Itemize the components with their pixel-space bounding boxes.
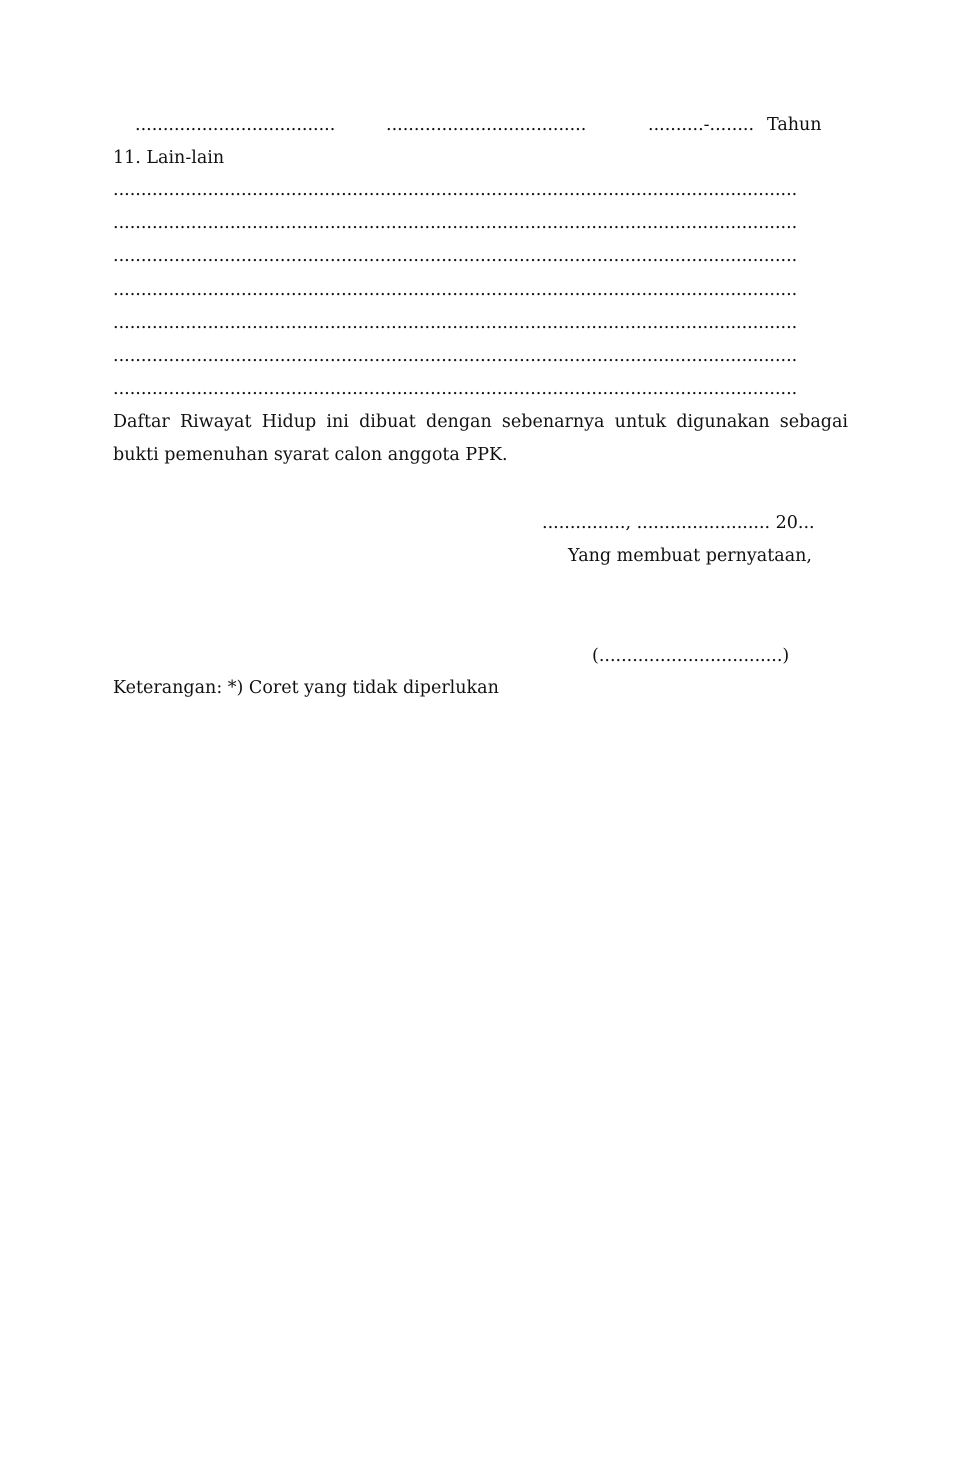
- statement-paragraph: Daftar Riwayat Hidup ini dibuat dengan sebenarnya untuk digunakan sebagai bukti pemenuhan syarat calon anggota PPK.: [113, 412, 848, 465]
- dotted-line: ...........................................................................................................................: [113, 379, 798, 399]
- dotted-line: ...........................................................................................................................: [113, 313, 798, 333]
- footnote: Keterangan: *) Coret yang tidak diperlukan: [113, 678, 499, 698]
- dotted-line: ...........................................................................................................................: [113, 280, 798, 300]
- dotted-line: ...........................................................................................................................: [113, 213, 798, 233]
- signer-name-placeholder: (.................................): [592, 646, 790, 666]
- table-cell-3: ..........-........: [648, 115, 755, 135]
- table-cell-2: ....................................: [386, 115, 587, 135]
- signer-title: Yang membuat pernyataan,: [568, 546, 812, 566]
- section-heading: 11. Lain-lain: [113, 148, 225, 168]
- table-row: [0, 114, 960, 136]
- table-cell-4: Tahun: [767, 115, 822, 135]
- dotted-line: ...........................................................................................................................: [113, 246, 798, 266]
- dotted-line: ...........................................................................................................................: [113, 180, 798, 200]
- dotted-line: ...........................................................................................................................: [113, 346, 798, 366]
- table-cell-1: ....................................: [135, 115, 336, 135]
- place-date: ..............., ........................ 20...: [542, 513, 815, 533]
